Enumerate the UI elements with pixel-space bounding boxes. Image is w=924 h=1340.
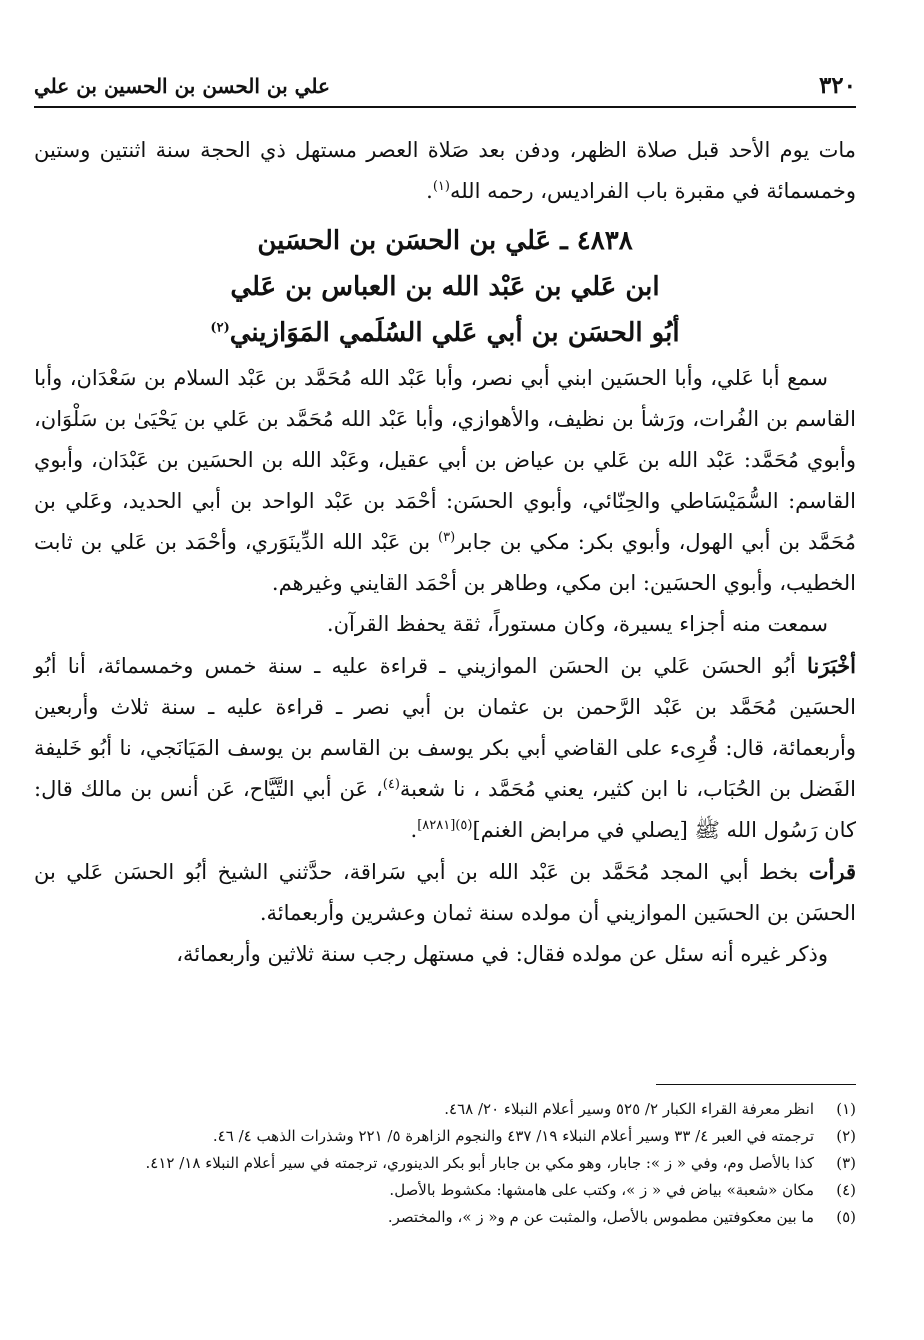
footnote-ref-1[interactable]: (١): [432, 179, 450, 194]
teachers-text-1: سمع أبا عَلي، وأبا الحسَين ابني أبي نصر، وأبا عَبْد الله مُحَمَّد بن عَبْد السلام بن سَعْدَان، وأبا القاسم بن الفُرات، ورَشأ بن نظيف، والأهوازي، وأبا عَبْد الله مُحَمَّد بن عَلي بن يَحْيَىٰ بن سَلْوَان، وأبوي مُحَمَّد: عَبْد الله بن عَلي بن عياض بن أبي عقيل، وعَبْد الله بن الحسَين بن عَبْدَان، وأبوي القاسم: السُّمَيْسَاطي والحِنّائي، وأبوي الحسَن: أحْمَد بن عَبْد الواحد بن أبي الحديد، وعَلي بن مُحَمَّد بن أبي الهول، وأبوي بكر: مكي بن جابر: [34, 366, 856, 554]
hadith-lead-word: أخْبَرَنا: [807, 653, 856, 678]
intro-text: مات يوم الأحد قبل صلاة الظهر، ودفن بعد صَلاة العصر مستهل ذي الحجة سنة اثنتين وستين وخمسمائة في مقبرة باب الفراديس، رحمه الله: [34, 138, 856, 203]
birth-alt-text: وذكر غيره أنه سئل عن مولده فقال: في مستهل رجب سنة ثلاثين وأربعمائة،: [176, 942, 828, 966]
birth-text: بخط أبي المجد مُحَمَّد بن عَبْد الله بن أبي سَراقة، حدَّثني الشيخ أبُو الحسَن عَلي بن الحسَن بن الحسَين الموازيني أن مولده سنة ثمان وعشرين وأربعمائة.: [34, 860, 856, 925]
entry-title: [34, 218, 856, 356]
footnote-number: (٢): [836, 1127, 856, 1145]
footnote-2: [34, 1123, 856, 1150]
entry-title-line-1: ٤٨٣٨ ـ عَلي بن الحسَن بن الحسَين: [257, 226, 633, 256]
footnote-text: ترجمته في العبر ٤/ ٣٣ وسير أعلام النبلاء ١٩/ ٤٣٧ والنجوم الزاهرة ٥/ ٢٢١ وشذرات الذهب ٤/ ٤٦.: [212, 1127, 814, 1145]
assessment-paragraph: [34, 604, 856, 645]
page-header: [34, 66, 856, 108]
main-text: [34, 130, 856, 975]
footnotes: [34, 1096, 856, 1231]
hadith-paragraph: [34, 645, 856, 851]
teachers-paragraph: [34, 358, 856, 604]
birth-alt-paragraph: [34, 934, 856, 975]
footnote-3: [34, 1150, 856, 1177]
footnote-number: (٤): [836, 1181, 856, 1199]
entry-title-line-2: ابن عَلي بن عَبْد الله بن العباس بن عَلي: [230, 272, 660, 302]
intro-paragraph: [34, 130, 856, 212]
footnote-text: انظر معرفة القراء الكبار ٢/ ٥٢٥ وسير أعلام النبلاء ٢٠/ ٤٦٨.: [444, 1100, 814, 1118]
hadith-end: .: [410, 818, 418, 842]
footnote-ref-4[interactable]: (٤): [382, 777, 400, 792]
birth-lead-word: قرأت: [808, 859, 856, 884]
hadith-text-1: أبُو الحسَن عَلي بن الحسَن الموازيني ـ قراءة عليه ـ سنة خمس وخمسمائة، أنا أبُو الحسَين مُحَمَّد بن عَبْد الرَّحمن بن عثمان بن أبي نصر ـ قراءة عليه ـ سنة ثلاث وأربعين وأربعمائة، قال: قُرِىء على القاضي أبي بكر يوسف بن القاسم بن يوسف المَيَانَجي، نا أبُو خَليفة الفَضل بن الحُبَاب، نا ابن كثير، يعني مُحَمَّد ، نا شعبة: [34, 654, 856, 801]
footnote-ref-5[interactable]: (٥): [455, 818, 473, 833]
intro-end: .: [426, 179, 433, 203]
hadith-text-2: ، عَن أبي التَّيَّاح، عَن أنس بن مالك قال: كان رَسُول الله ﷺ [يصلي في مرابض الغنم]: [34, 777, 856, 842]
book-page: [34, 0, 856, 1340]
entry-title-line-3-text: أبُو الحسَن بن أبي عَلي السُلَمي المَوَازيني: [229, 318, 680, 348]
footnote-ref-2[interactable]: (٢): [210, 320, 230, 336]
hadith-number: [٨٢٨١]: [417, 818, 456, 833]
assessment-text: سمعت منه أجزاء يسيرة، وكان مستوراً، ثقة يحفظ القرآن.: [326, 612, 828, 636]
footnote-5: [34, 1204, 856, 1231]
footnote-text: كذا بالأصل وم، وفي « ز »: جابار، وهو مكي بن جابار أبو بكر الدينوري، ترجمته في سير أعلام النبلاء ١٨/ ٤١٢.: [145, 1154, 814, 1172]
footnote-number: (١): [836, 1100, 856, 1118]
footnote-4: [34, 1177, 856, 1204]
footnote-1: [34, 1096, 856, 1123]
birth-paragraph: [34, 851, 856, 934]
footnote-number: (٥): [836, 1208, 856, 1226]
running-title: علي بن الحسن بن الحسين بن علي: [34, 74, 330, 98]
teachers-text-2: بن عَبْد الله الدِّينَوَري، وأحْمَد بن عَلي بن ثابت الخطيب، وأبوي الحسَين: ابن مكي، وطاهر بن أحْمَد القايني وغيرهم.: [34, 530, 856, 595]
entry-title-line-3: [34, 310, 856, 356]
footnote-text: مكان «شعبة» بياض في « ز »، وكتب على هامشها: مكشوط بالأصل.: [389, 1181, 814, 1199]
footnote-divider: [656, 1084, 856, 1085]
footnote-number: (٣): [836, 1154, 856, 1172]
page-number: ٣٢٠: [818, 72, 856, 99]
footnote-ref-3[interactable]: (٣): [438, 530, 456, 545]
footnote-text: ما بين معكوفتين مطموس بالأصل، والمثبت عن م و« ز »، والمختصر.: [387, 1208, 814, 1226]
